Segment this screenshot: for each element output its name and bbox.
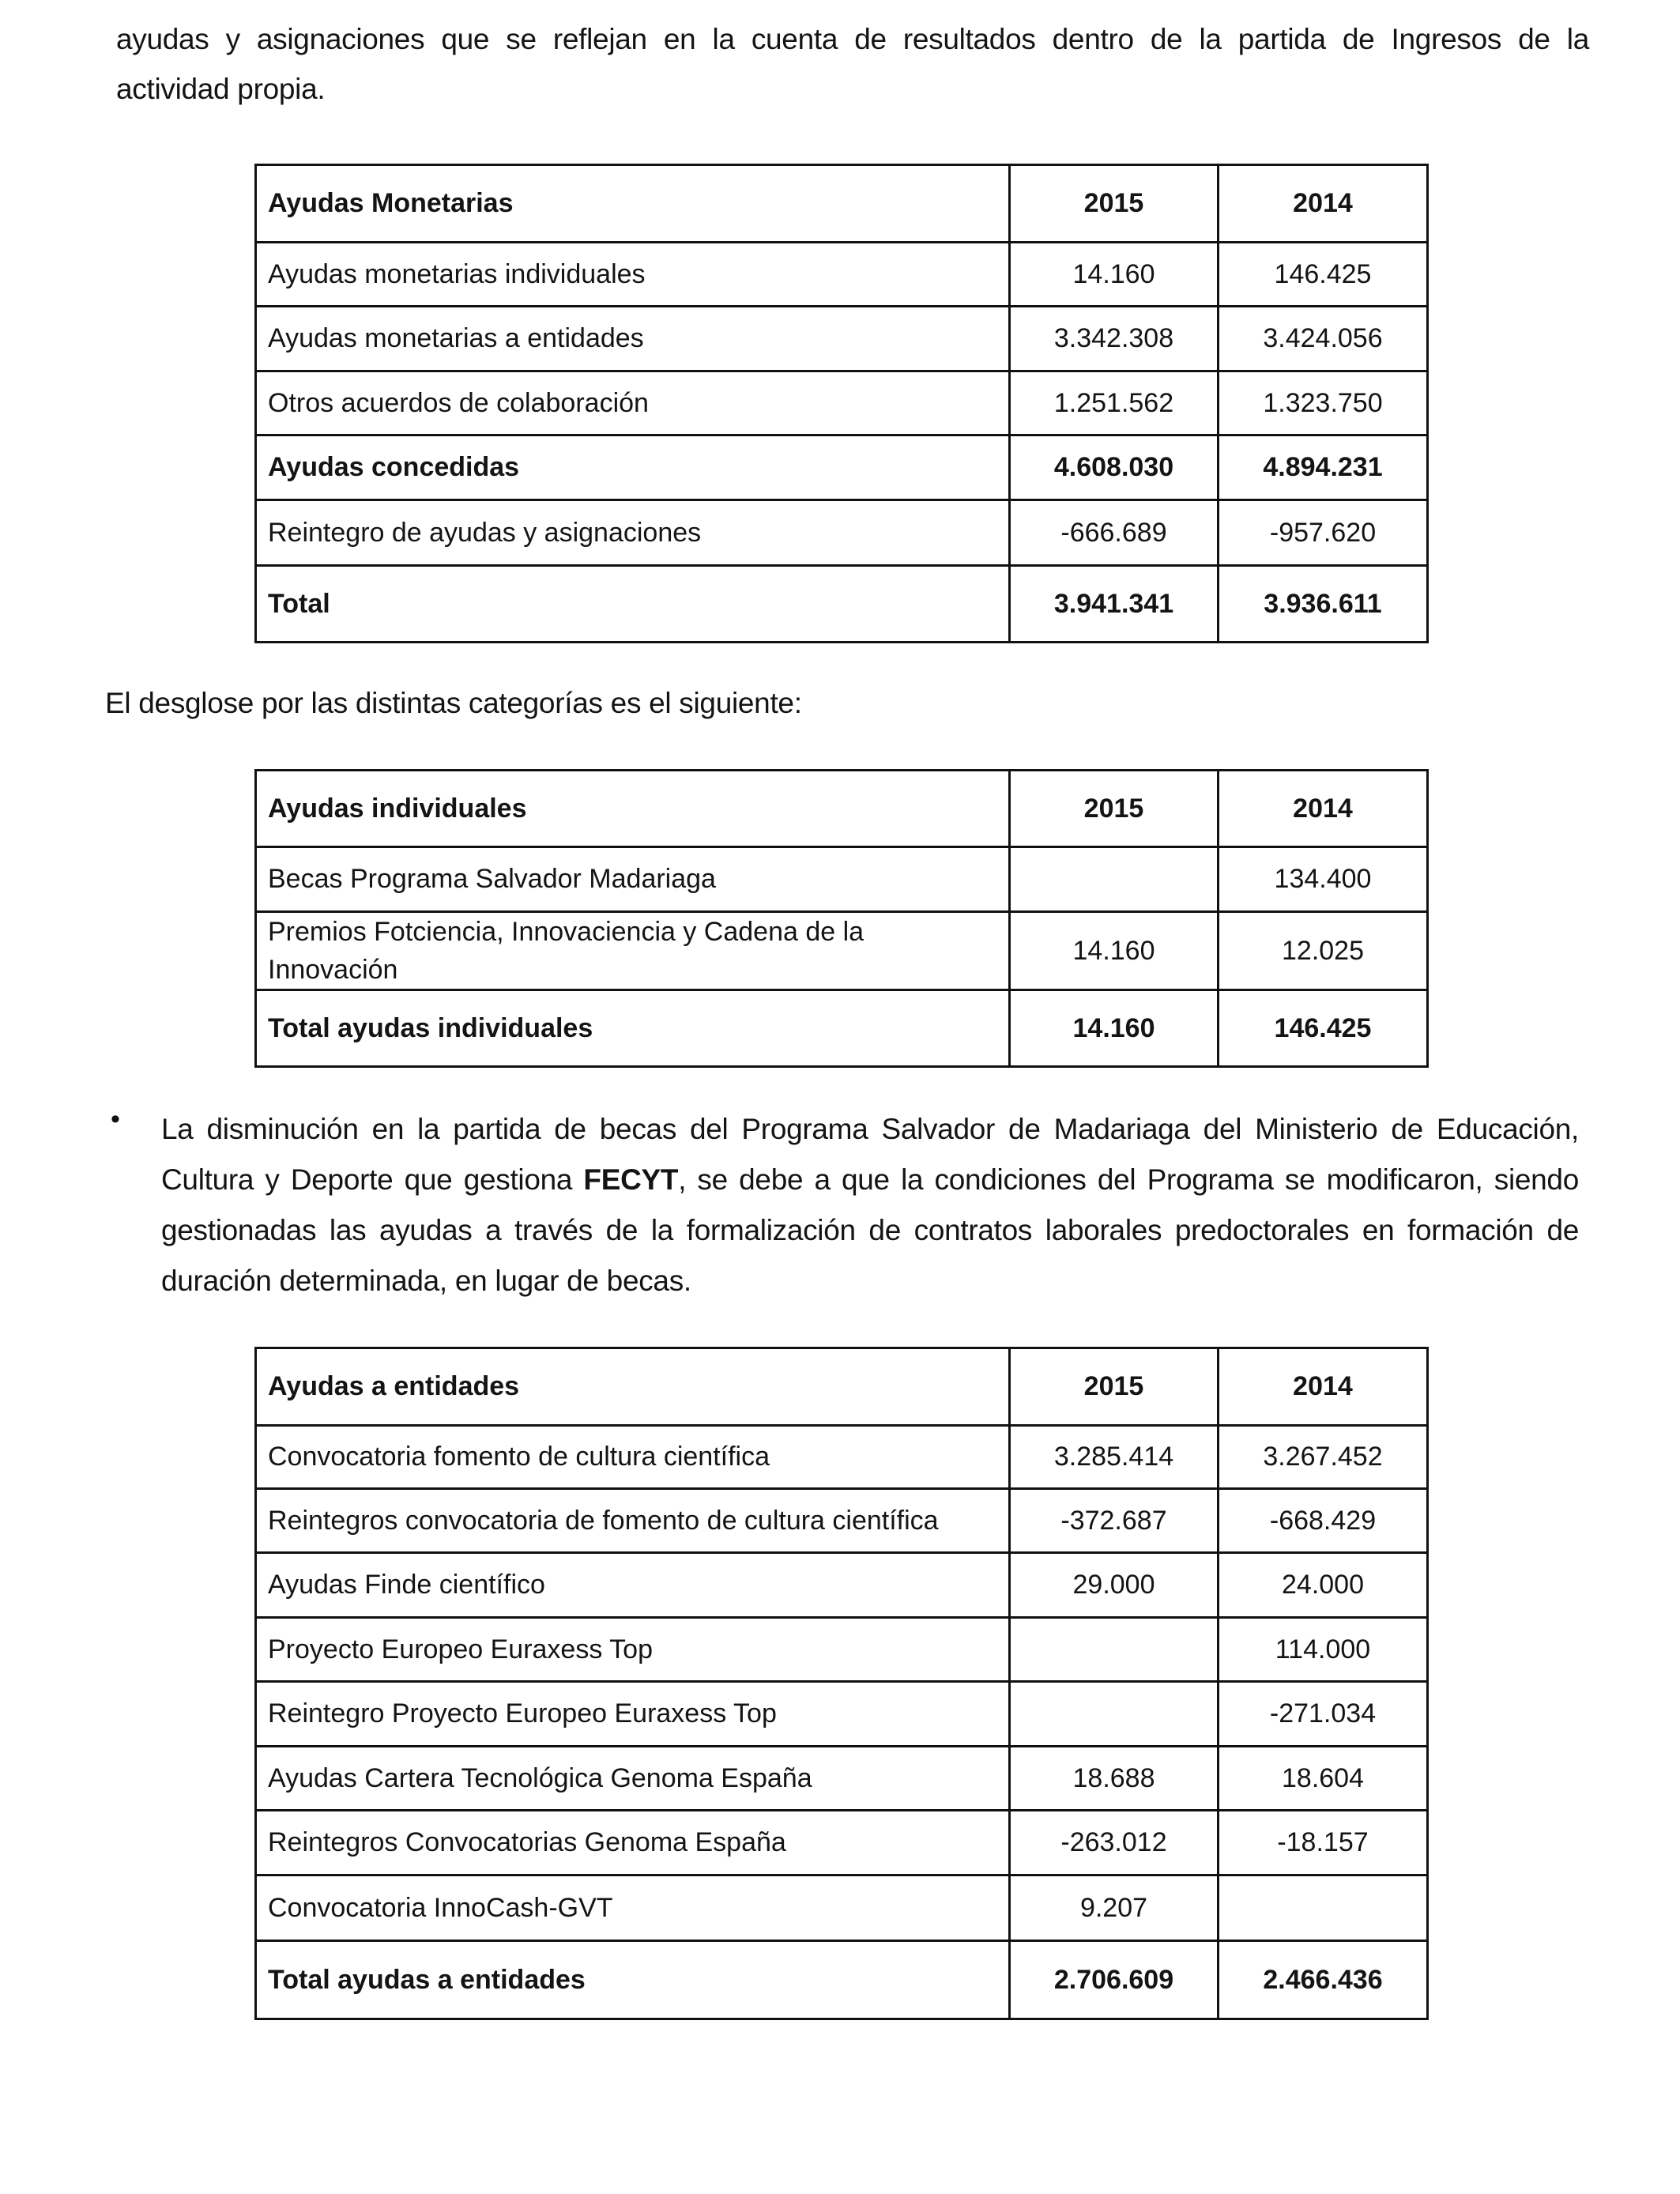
intro-line-2: actividad propia. [116, 73, 326, 105]
table-row [256, 243, 1428, 307]
value-2014: 3.936.611 [1219, 566, 1428, 643]
intro-paragraph [116, 14, 1589, 114]
bullet-text-bold: FECYT [583, 1163, 679, 1196]
value-2015: -666.689 [1010, 500, 1219, 566]
value-2015 [1010, 847, 1219, 912]
total-row [256, 990, 1428, 1067]
row-label: Reintegros Convocatorias Genoma España [256, 1811, 1010, 1875]
row-label: Reintegro de ayudas y asignaciones [256, 500, 1010, 566]
value-2014: -957.620 [1219, 500, 1428, 566]
value-2014: 146.425 [1219, 243, 1428, 307]
table-row [256, 1489, 1428, 1553]
table-ayudas-entidades [254, 1347, 1429, 2020]
header-2014: 2014 [1219, 1348, 1428, 1426]
header-2015: 2015 [1010, 165, 1219, 243]
value-2014: 24.000 [1219, 1553, 1428, 1618]
value-2014 [1219, 1875, 1428, 1941]
value-2015: 4.608.030 [1010, 435, 1219, 500]
intro-line-1: ayudas y asignaciones que se reflejan en la cuenta de resultados dentro de la partida de Ingresos de la [116, 23, 1589, 55]
table-row [256, 912, 1428, 990]
value-2015: 3.342.308 [1010, 307, 1219, 371]
row-label: Ayudas Cartera Tecnológica Genoma España [256, 1747, 1010, 1811]
row-label: Total ayudas a entidades [256, 1941, 1010, 2019]
table-row [256, 1875, 1428, 1941]
value-2015: -372.687 [1010, 1489, 1219, 1553]
value-2014: 114.000 [1219, 1618, 1428, 1682]
table-ayudas-monetarias [254, 164, 1429, 643]
row-label: Total ayudas individuales [256, 990, 1010, 1067]
value-2014: 12.025 [1219, 912, 1428, 990]
value-2015: 14.160 [1010, 243, 1219, 307]
row-label: Proyecto Europeo Euraxess Top [256, 1618, 1010, 1682]
subtotal-row [256, 435, 1428, 500]
header-2015: 2015 [1010, 1348, 1219, 1426]
value-2015: -263.012 [1010, 1811, 1219, 1875]
row-label: Ayudas concedidas [256, 435, 1010, 500]
value-2014: 1.323.750 [1219, 371, 1428, 435]
value-2014: -668.429 [1219, 1489, 1428, 1553]
row-label: Premios Fotciencia, Innovaciencia y Cadena de la Innovación [256, 912, 1010, 990]
row-label: Convocatoria fomento de cultura científica [256, 1426, 1010, 1489]
value-2014: 4.894.231 [1219, 435, 1428, 500]
value-2014: 134.400 [1219, 847, 1428, 912]
value-2014: -271.034 [1219, 1682, 1428, 1747]
table-header-row [256, 1348, 1428, 1426]
value-2014: 3.424.056 [1219, 307, 1428, 371]
table-row [256, 1747, 1428, 1811]
table-row [256, 847, 1428, 912]
row-label: Becas Programa Salvador Madariaga [256, 847, 1010, 912]
row-label: Total [256, 566, 1010, 643]
value-2015: 1.251.562 [1010, 371, 1219, 435]
total-row [256, 1941, 1428, 2019]
header-label: Ayudas individuales [256, 771, 1010, 847]
value-2014: -18.157 [1219, 1811, 1428, 1875]
header-2014: 2014 [1219, 771, 1428, 847]
table-header-row [256, 771, 1428, 847]
row-label: Ayudas monetarias a entidades [256, 307, 1010, 371]
table-row [256, 500, 1428, 566]
table-row [256, 1682, 1428, 1747]
value-2014: 2.466.436 [1219, 1941, 1428, 2019]
value-2015: 9.207 [1010, 1875, 1219, 1941]
total-row [256, 566, 1428, 643]
table-row [256, 1426, 1428, 1489]
table-row [256, 1618, 1428, 1682]
value-2015 [1010, 1682, 1219, 1747]
value-2015: 14.160 [1010, 912, 1219, 990]
row-label: Ayudas Finde científico [256, 1553, 1010, 1618]
header-2015: 2015 [1010, 771, 1219, 847]
table-row [256, 307, 1428, 371]
header-label: Ayudas Monetarias [256, 165, 1010, 243]
value-2015: 14.160 [1010, 990, 1219, 1067]
value-2015: 3.285.414 [1010, 1426, 1219, 1489]
bullet-icon: • [111, 1104, 120, 1134]
bullet-paragraph [161, 1104, 1579, 1306]
table-ayudas-individuales [254, 769, 1429, 1068]
value-2015: 18.688 [1010, 1747, 1219, 1811]
table-row [256, 1811, 1428, 1875]
value-2014: 146.425 [1219, 990, 1428, 1067]
bullet-text-1: La disminución en la partida de becas del Programa Salvador de Madariaga del Ministerio de Educación, Cultura y Deporte que gestiona [161, 1113, 1579, 1196]
value-2015 [1010, 1618, 1219, 1682]
row-label: Reintegros convocatoria de fomento de cultura científica [256, 1489, 1010, 1553]
bullet-text-2: , se debe a que la condiciones del Programa se modificaron, siendo gestionadas las ayudas a través de la formalización de contratos laborales predoctorales en formación de duración determinada, en lugar de becas. [161, 1163, 1579, 1297]
value-2014: 3.267.452 [1219, 1426, 1428, 1489]
table-header-row [256, 165, 1428, 243]
desglose-sentence: El desglose por las distintas categorías es el siguiente: [105, 687, 802, 719]
value-2015: 3.941.341 [1010, 566, 1219, 643]
row-label: Otros acuerdos de colaboración [256, 371, 1010, 435]
row-label: Convocatoria InnoCash-GVT [256, 1875, 1010, 1941]
table-row [256, 1553, 1428, 1618]
table-row [256, 371, 1428, 435]
row-label: Reintegro Proyecto Europeo Euraxess Top [256, 1682, 1010, 1747]
value-2015: 29.000 [1010, 1553, 1219, 1618]
row-label: Ayudas monetarias individuales [256, 243, 1010, 307]
header-label: Ayudas a entidades [256, 1348, 1010, 1426]
value-2015: 2.706.609 [1010, 1941, 1219, 2019]
header-2014: 2014 [1219, 165, 1428, 243]
value-2014: 18.604 [1219, 1747, 1428, 1811]
